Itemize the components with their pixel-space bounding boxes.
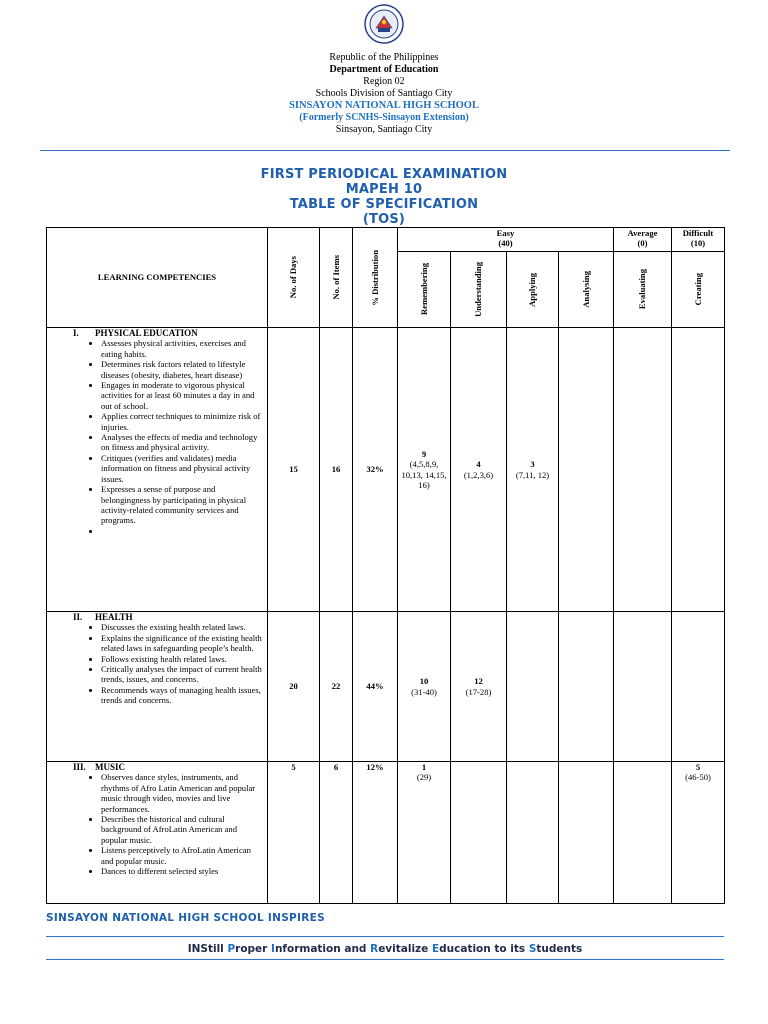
items-value: 16 (320, 328, 353, 612)
remembering-count: 9 (421, 448, 427, 459)
list-item: • Applies correct techniques to minimize risk of injuries. (101, 411, 263, 432)
remembering-count: 10 (419, 676, 429, 687)
tos-abbrev: (TOS) (362, 212, 406, 227)
days-value: 15 (268, 328, 320, 612)
applying-cell (507, 762, 559, 904)
easy-count: (40) (498, 238, 513, 249)
competency-cell-music (47, 762, 268, 904)
average-header (614, 228, 672, 252)
remembering-count: 1 (421, 762, 427, 772)
competency-list-health (47, 622, 267, 705)
section-name: MUSIC (95, 762, 126, 772)
level-cell-applying (507, 252, 559, 328)
deped-seal-icon (364, 4, 404, 44)
level-understanding: Understanding (473, 262, 484, 317)
creating-items: (46-50) (685, 772, 711, 783)
list-item: • Explains the significance of the existing health related laws in safeguarding people’s health. (101, 633, 263, 654)
letterhead (0, 52, 768, 136)
difficult-header (672, 228, 725, 252)
easy-label: Easy (496, 228, 515, 238)
understanding-cell (451, 762, 507, 904)
level-cell-analysing (559, 252, 614, 328)
level-remembering: Remembering (418, 263, 429, 316)
remembering-cell (398, 328, 451, 612)
level-cell-remembering (398, 252, 451, 328)
items-header: No. of Items (330, 255, 341, 300)
analysing-cell (559, 762, 614, 904)
table-row (47, 328, 725, 612)
motto-initial: R (370, 943, 379, 955)
easy-header (398, 228, 614, 252)
competency-list-pe (47, 338, 267, 536)
creating-count: 5 (695, 762, 701, 772)
list-item: • Assesses physical activities, exercises and eating habits. (101, 338, 263, 359)
understanding-cell (451, 328, 507, 612)
list-item: • Critiques (verifies and validates) media information on fitness and physical activity issues. (101, 453, 263, 484)
list-item: • Determines risk factors related to lifestyle diseases (obesity, diabetes, heart disease) (101, 359, 263, 380)
applying-cell (507, 328, 559, 612)
competencies-header: LEARNING COMPETENCIES (97, 272, 217, 283)
motto-segment: INStill (187, 943, 228, 955)
average-count: (0) (637, 238, 648, 249)
section-title-health (47, 612, 267, 622)
items-value: 6 (320, 762, 353, 904)
header-region: Region 02 (363, 76, 405, 87)
motto-initial: P (227, 943, 236, 955)
distribution-value: 44% (353, 612, 398, 762)
difficult-count: (10) (690, 238, 706, 249)
header-republic: Republic of the Philippines (329, 52, 439, 63)
motto-initial: S (528, 943, 537, 955)
section-numeral: II. (73, 612, 83, 622)
header-division: Schools Division of Santiago City (315, 88, 453, 99)
understanding-count: 4 (476, 459, 481, 470)
average-label: Average (627, 228, 658, 238)
section-title-music (47, 762, 267, 772)
distribution-header: % Distribution (369, 249, 380, 306)
days-header-cell (268, 228, 320, 328)
list-item: • Listens perceptively to AfroLatin American and popular music. (101, 845, 263, 866)
section-name: PHYSICAL EDUCATION (95, 328, 198, 338)
remembering-items: (29) (416, 772, 432, 783)
section-numeral: I. (73, 328, 79, 338)
distribution-value: 12% (353, 762, 398, 904)
remembering-items: (31-40) (411, 686, 437, 697)
items-header-cell (320, 228, 353, 328)
understanding-cell (451, 612, 507, 762)
tos-title: TABLE OF SPECIFICATION (289, 197, 479, 212)
remembering-cell (398, 762, 451, 904)
creating-cell (672, 762, 725, 904)
creating-cell (672, 328, 725, 612)
days-value: 20 (268, 612, 320, 762)
motto-bar (46, 936, 724, 960)
list-item: • Expresses a sense of purpose and belongingness by participating in physical activity-related community services and programs. (101, 484, 263, 526)
school-inspires-text: SINSAYON NATIONAL HIGH SCHOOL INSPIRES (46, 912, 325, 924)
level-evaluating: Evaluating (637, 269, 648, 310)
applying-cell (507, 612, 559, 762)
difficult-label: Difficult (682, 228, 714, 238)
level-creating: Creating (692, 273, 703, 306)
list-item: • Observes dance styles, instruments, and rhythms of Afro Latin American and popular music through video, movies and live performances. (101, 772, 263, 814)
level-analysing: Analysing (580, 271, 591, 308)
level-cell-understanding (451, 252, 507, 328)
list-item: • Dances to different selected styles (101, 866, 263, 876)
remembering-cell (398, 612, 451, 762)
list-item: • Describes the historical and cultural background of AfroLatin American and popular music. (101, 814, 263, 845)
section-title-pe (47, 328, 267, 338)
list-item: • Engages in moderate to vigorous physical activities for at least 60 minutes a day in and out of school. (101, 380, 263, 411)
competency-list-music (47, 772, 267, 876)
evaluating-cell (614, 328, 672, 612)
understanding-count: 12 (474, 676, 483, 687)
header-divider (40, 150, 730, 151)
motto-text (188, 943, 583, 955)
motto-initial: I (271, 943, 275, 955)
competency-cell-health (47, 612, 268, 762)
list-item: • Analyses the effects of media and technology on fitness and physical activity. (101, 432, 263, 453)
remembering-items: (4,5,8,9, 10,13, 14,15, 16) (401, 459, 447, 490)
applying-items: (7,11, 12) (515, 469, 550, 480)
header-address: Sinsayon, Santiago City (335, 124, 433, 135)
header-formerly: (Formerly SCNHS-Sinsayon Extension) (299, 112, 469, 123)
table-row (47, 612, 725, 762)
level-cell-creating (672, 252, 725, 328)
motto-segment: roper (235, 943, 272, 955)
analysing-cell (559, 612, 614, 762)
exam-title: FIRST PERIODICAL EXAMINATION (260, 167, 508, 182)
competency-cell-pe (47, 328, 268, 612)
motto-segment: nformation and (274, 943, 371, 955)
motto-segment: tudents (536, 943, 583, 955)
days-header: No. of Days (288, 256, 299, 299)
table-row (47, 762, 725, 904)
section-numeral: III. (73, 762, 86, 772)
days-value: 5 (268, 762, 320, 904)
evaluating-cell (614, 612, 672, 762)
analysing-cell (559, 328, 614, 612)
evaluating-cell (614, 762, 672, 904)
list-item: • Discusses the existing health related laws. (101, 622, 263, 632)
items-value: 22 (320, 612, 353, 762)
distribution-value: 32% (353, 328, 398, 612)
motto-segment: evitalize (378, 943, 432, 955)
section-name: HEALTH (95, 612, 133, 622)
understanding-items: (1,2,3,6) (463, 469, 494, 480)
level-cell-evaluating (614, 252, 672, 328)
header-department: Department of Education (329, 64, 439, 75)
tos-table (46, 227, 725, 904)
applying-count: 3 (530, 459, 535, 470)
motto-segment: ducation to its (439, 943, 529, 955)
competencies-header-cell (47, 228, 268, 328)
list-item: • Critically analyses the impact of current health trends, issues, and concerns. (101, 664, 263, 685)
list-item: • Follows existing health related laws. (101, 654, 263, 664)
motto-initial: E (431, 943, 440, 955)
level-applying: Applying (527, 272, 538, 307)
subject-title: MAPEH 10 (345, 182, 423, 197)
document-titles (0, 167, 768, 227)
list-item: • Recommends ways of managing health issues, trends and concerns. (101, 685, 263, 706)
creating-cell (672, 612, 725, 762)
list-item (101, 526, 263, 536)
header-school-name: SINSAYON NATIONAL HIGH SCHOOL (289, 100, 479, 111)
distribution-header-cell (353, 228, 398, 328)
understanding-items: (17-28) (465, 686, 492, 697)
